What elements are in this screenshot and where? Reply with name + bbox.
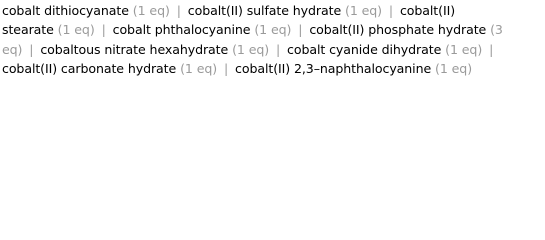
item-equivalents: (1 eq) bbox=[254, 22, 292, 38]
separator: | bbox=[275, 41, 281, 57]
item-equivalents: (1 eq) bbox=[180, 60, 218, 76]
list-line bbox=[2, 59, 543, 78]
separator: | bbox=[29, 41, 34, 57]
item-equivalents: (1 eq) bbox=[57, 22, 95, 38]
item-equivalents: (1 eq) bbox=[345, 3, 382, 18]
separator: | bbox=[298, 22, 303, 38]
item-name: cobalt(II) 2,3–naphthalocyanine bbox=[235, 60, 432, 76]
item-equivalents-part: eq) bbox=[2, 41, 23, 57]
item-name: cobalt(II) sulfate hydrate bbox=[187, 3, 342, 18]
item-name: cobalt cyanide dihydrate bbox=[287, 41, 442, 57]
item-equivalents: (1 eq) bbox=[132, 3, 170, 18]
item-name: cobalt dithiocyanate bbox=[2, 3, 129, 18]
item-name: cobaltous nitrate hexahydrate bbox=[40, 41, 229, 57]
item-name-part: cobalt(II) bbox=[399, 3, 456, 18]
list-line bbox=[2, 20, 543, 39]
separator: | bbox=[388, 3, 394, 18]
item-name: cobalt(II) phosphate hydrate bbox=[309, 22, 487, 38]
separator: | bbox=[176, 3, 181, 18]
reactant-list bbox=[0, 0, 545, 80]
item-equivalents: (1 eq) bbox=[435, 60, 473, 76]
item-name: cobalt phthalocyanine bbox=[112, 22, 251, 38]
separator: | bbox=[101, 22, 106, 38]
list-line bbox=[2, 1, 543, 20]
item-equivalents: (1 eq) bbox=[232, 41, 270, 57]
item-equivalents: (1 eq) bbox=[445, 41, 483, 57]
separator: | bbox=[489, 41, 494, 57]
item-name-part: stearate bbox=[2, 22, 54, 38]
item-equivalents-part: (3 bbox=[490, 22, 503, 38]
item-name: cobalt(II) carbonate hydrate bbox=[2, 60, 177, 76]
separator: | bbox=[223, 60, 229, 76]
list-line bbox=[2, 40, 543, 59]
